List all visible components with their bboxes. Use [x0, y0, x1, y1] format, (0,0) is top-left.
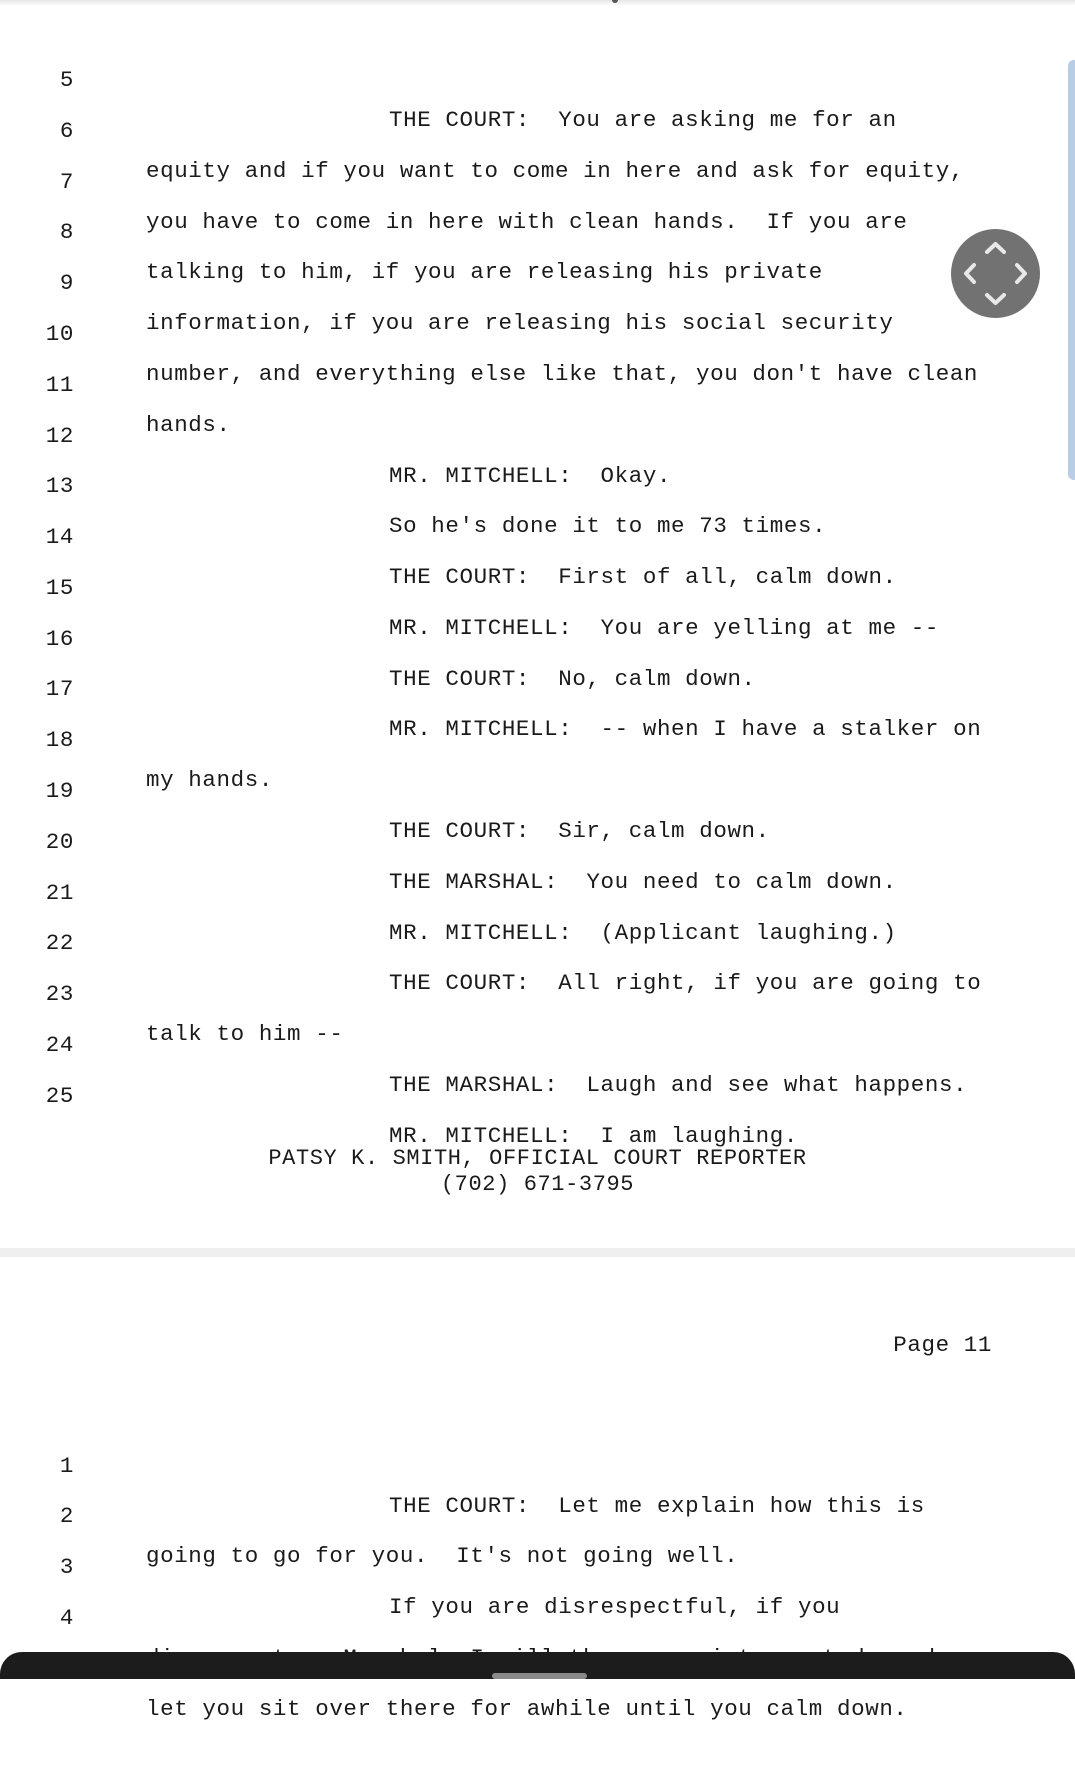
line-text: So he's done it to me 73 times. — [389, 513, 827, 539]
line-number: 11 — [45, 372, 74, 398]
line-text: equity and if you want to come in here and ask for equity, — [146, 158, 964, 184]
line-number: 9 — [59, 270, 74, 296]
transcript-line — [0, 1406, 1075, 1519]
line-text: going to go for you. It's not going well. — [146, 1543, 739, 1569]
line-text: let you sit over there for awhile until you calm down. — [146, 1696, 908, 1722]
court-reporter-phone: (702) 671-3795 — [440, 1172, 635, 1197]
line-number: 18 — [45, 727, 74, 753]
line-text: THE COURT: No, calm down. — [389, 666, 756, 692]
line-text: THE COURT: All right, if you are going to — [389, 970, 982, 996]
line-text: my hands. — [146, 767, 273, 793]
scroll-indicator[interactable] — [1068, 60, 1075, 480]
chevron-arrows-icon — [951, 229, 1040, 318]
line-number: 3 — [59, 1554, 74, 1580]
line-text: If you are disrespectful, if you — [389, 1594, 841, 1620]
line-text: talking to him, if you are releasing his private — [146, 259, 823, 285]
line-number: 7 — [59, 169, 74, 195]
line-text: THE COURT: Sir, calm down. — [389, 818, 770, 844]
line-text: THE COURT: Let me explain how this is — [389, 1493, 925, 1519]
court-reporter-name: PATSY K. SMITH, OFFICIAL COURT REPORTER — [268, 1146, 807, 1171]
line-text: MR. MITCHELL: You are yelling at me -- — [389, 615, 939, 641]
line-number: 19 — [45, 778, 74, 804]
line-text: THE MARSHAL: Laugh and see what happens. — [389, 1072, 968, 1098]
line-number: 22 — [45, 930, 74, 956]
line-number: 16 — [45, 626, 74, 652]
line-number: 25 — [45, 1083, 74, 1109]
line-text: THE COURT: First of all, calm down. — [389, 564, 897, 590]
line-text: number, and everything else like that, you don't have clean — [146, 361, 979, 387]
page-number-label: Page 11 — [893, 1332, 992, 1358]
line-text: MR. MITCHELL: Okay. — [389, 463, 672, 489]
line-number: 17 — [45, 676, 74, 702]
line-number: 5 — [59, 67, 74, 93]
line-number: 13 — [45, 473, 74, 499]
home-indicator[interactable] — [492, 1673, 587, 1679]
transcript-line — [0, 1609, 1075, 1722]
line-number: 20 — [45, 829, 74, 855]
line-number: 1 — [59, 1453, 74, 1479]
pan-navigation-button[interactable] — [951, 229, 1040, 318]
line-number: 14 — [45, 524, 74, 550]
line-number: 23 — [45, 981, 74, 1007]
line-text: MR. MITCHELL: I am laughing. — [389, 1123, 798, 1149]
line-text: talk to him -- — [146, 1021, 344, 1047]
line-text: information, if you are releasing his social security — [146, 310, 894, 336]
line-number: 21 — [45, 880, 74, 906]
line-text: MR. MITCHELL: -- when I have a stalker on — [389, 716, 982, 742]
line-text: MR. MITCHELL: (Applicant laughing.) — [389, 920, 897, 946]
line-number: 6 — [59, 118, 74, 144]
line-number: 4 — [59, 1605, 74, 1631]
line-number: 24 — [45, 1032, 74, 1058]
line-number: 12 — [45, 423, 74, 449]
line-text: THE COURT: You are asking me for an — [389, 107, 897, 133]
line-number: 15 — [45, 575, 74, 601]
line-number: 10 — [45, 321, 74, 347]
line-number: 2 — [59, 1503, 74, 1529]
line-text: you have to come in here with clean hands. If you are — [146, 209, 908, 235]
line-number: 8 — [59, 219, 74, 245]
line-text: hands. — [146, 412, 231, 438]
line-text: THE MARSHAL: You need to calm down. — [389, 869, 897, 895]
